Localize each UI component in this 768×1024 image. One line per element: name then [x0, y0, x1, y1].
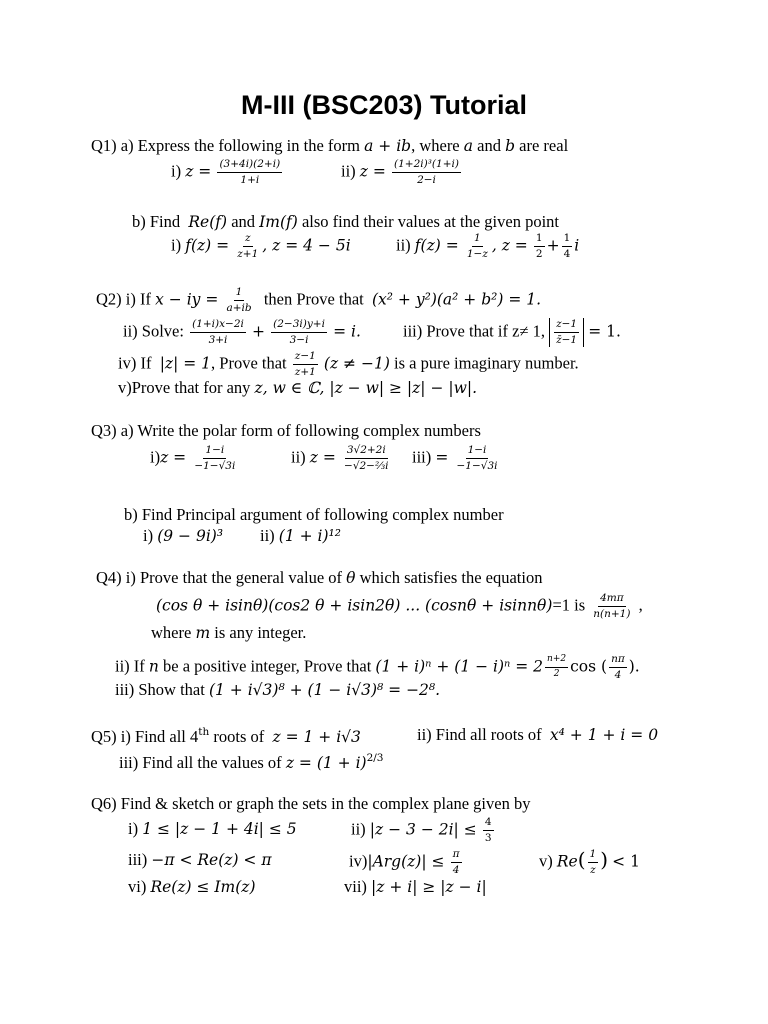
q5-ii [417, 727, 658, 744]
q4-eq-fraction [591, 592, 632, 621]
fraction-numerator: 3√2+2i [345, 444, 388, 459]
fraction-numerator: (1+i)x−2i [190, 318, 246, 333]
q6-ii-expr: |z − 3 − 2i| ≤ [369, 820, 477, 839]
fraction-numerator: 1 [234, 286, 245, 301]
fraction-numerator: 4mπ [598, 592, 626, 607]
fraction-denominator: n(n+1) [593, 608, 631, 621]
q2-iii-head: iii) Prove that if z≠ 1, [403, 321, 545, 341]
q6-v-paren-open: ( [577, 847, 586, 872]
q1-b-i-point: , z = 4 − 5i [262, 236, 351, 255]
q1-b-re: Re(f) [188, 213, 228, 231]
q5-iii [119, 753, 383, 772]
q3-b-i-expr: (9 − 9i)³ [157, 527, 224, 545]
fraction-denominator: 3 [484, 832, 492, 845]
q6-iv-fraction [451, 848, 462, 877]
fraction-denominator: 2−i [417, 174, 436, 187]
q3-a-ii-lhs: z = [309, 448, 336, 467]
q5-ii-head: ii) Find all roots of [417, 725, 542, 744]
q3-a-iii [412, 444, 502, 473]
q4-i-equation [156, 592, 643, 621]
q2-iv-mid: , Prove that [211, 353, 287, 373]
q6-heading: Q6) Find & sketch or graph the sets in the complex plane given by [91, 794, 531, 813]
q4-where-b: is any integer. [214, 623, 307, 642]
q1-b-ii-lhs: f(z) = [414, 236, 459, 255]
q1-a-i-label: i) [171, 161, 182, 181]
q6-iv [349, 848, 464, 877]
q2-i-mid: then Prove that [263, 289, 364, 309]
q3-a-i-label: i) [150, 447, 161, 467]
q1-b-ii-half [534, 232, 545, 261]
q4-i-tail: which satisfies the equation [359, 568, 543, 587]
q2-iii-eq: = 1. [588, 322, 621, 341]
q4-iii-expr: (1 + i√3)⁸ + (1 − i√3)⁸ = −2⁸. [208, 681, 441, 699]
q1-a-ii-fraction [392, 158, 461, 187]
q2-iii [403, 318, 621, 347]
q2-i-lhs: x − iy = [155, 290, 219, 309]
q5-iii-exp: 2/3 [366, 752, 384, 764]
fraction-denominator: 1−z [466, 248, 488, 261]
q2-ii-fraction-2 [271, 318, 327, 347]
q1-b-ii-fraction [465, 232, 490, 261]
q3-a-ii [291, 444, 393, 473]
q1-a-ii-label: ii) [341, 161, 356, 181]
q4-ii-angle [609, 653, 627, 682]
fraction-denominator: 4 [614, 669, 622, 682]
q4-where-m: m [195, 624, 211, 642]
q1-b-i-fraction [235, 232, 260, 261]
q2-i [96, 286, 541, 315]
page-title: M-III (BSC203) Tutorial [240, 90, 528, 120]
q1-b-and: and [231, 212, 256, 231]
q6-iii-expr: −π < Re(z) < π [151, 851, 272, 869]
q2-iii-modulus [549, 318, 584, 347]
q1-head-end: are real [519, 136, 569, 155]
q6-v-label: v) [539, 851, 553, 871]
q1-a-i [171, 158, 284, 187]
q3-a-iii-fraction [455, 444, 500, 473]
q3-b-i [143, 528, 223, 545]
q2-iv-cond: |z| = 1 [159, 354, 212, 373]
q6-vi-expr: Re(z) ≤ Im(z) [150, 878, 256, 896]
q4-i-where [151, 625, 306, 642]
fraction-denominator: 2 [535, 248, 543, 261]
q5-i-th: th [198, 726, 210, 738]
q1-a-i-fraction [217, 158, 282, 187]
q4-ii-close: ). [628, 657, 640, 676]
fraction-numerator: nπ [609, 653, 627, 668]
q1-b-i-lhs: f(z) = [185, 236, 230, 255]
q2-ii [123, 318, 361, 347]
q3-a-iii-lhs: = [435, 448, 449, 467]
q3-a-i-lhs: z = [160, 448, 187, 467]
fraction-numerator: z−1 [293, 350, 318, 365]
fraction-numerator: (3+4i)(2+i) [217, 158, 282, 173]
q2-iv-tail: is a pure imaginary number. [394, 353, 579, 373]
q4-i-heading [96, 570, 542, 587]
q6-iii [128, 852, 272, 869]
fraction-numerator: n+2 [545, 654, 568, 667]
q4-eq-lhs: (cos θ + isinθ)(cos2 θ + isin2θ) ... (cosnθ + isinnθ) [156, 596, 553, 615]
q6-iv-expr: |Arg(z)| ≤ [367, 852, 445, 871]
fraction-numerator: 1 [472, 232, 483, 247]
q1-b-ii-label: ii) [396, 235, 411, 255]
fraction-denominator: 3+i [208, 334, 228, 347]
q4-where-a: where [151, 623, 192, 642]
fraction-denominator: a+ib [226, 302, 252, 315]
fraction-denominator: z [590, 864, 596, 877]
fraction-denominator: 4 [563, 248, 571, 261]
q3-a-i-fraction [192, 444, 237, 473]
fraction-denominator: −1−√3i [194, 460, 236, 473]
q2-iv-fraction [293, 350, 318, 379]
q6-v-paren-close: ) [600, 847, 609, 872]
q6-v [539, 848, 640, 877]
q3-b-ii-expr: (1 + i)¹² [278, 527, 341, 545]
fraction-denominator: z̄−1 [556, 334, 578, 347]
q2-i-head: Q2) i) If [96, 289, 151, 309]
q1-b-ii-plus: + [546, 236, 560, 255]
q6-ii [351, 816, 496, 845]
q1-b-heading [132, 214, 559, 231]
q1-b-ii-quarter [562, 232, 573, 261]
q2-v-head: v)Prove that for any [118, 378, 251, 397]
q1-and: and [477, 136, 501, 155]
q4-iii [115, 682, 440, 699]
q4-iii-head: iii) Show that [115, 680, 205, 699]
q1-form: a + ib [364, 137, 412, 155]
q5-i-head: Q5) i) Find all 4 [91, 727, 199, 746]
q1-head-mid: , where [411, 136, 460, 155]
q1-var-a: a [463, 137, 474, 155]
q6-v-re: Re [556, 852, 578, 871]
q4-eq-end: , [638, 595, 643, 615]
q4-ii-lhs: (1 + i)ⁿ + (1 − i)ⁿ = 2 [375, 657, 544, 676]
q2-ii-fraction-1 [190, 318, 246, 347]
q6-vii [344, 879, 487, 896]
q1-b-ii-i: i [574, 236, 580, 255]
q2-i-rhs: (x² + y²)(a² + b²) = 1. [372, 290, 542, 309]
fraction-denominator: z+1 [294, 366, 316, 379]
q3-a-i [150, 444, 239, 473]
q6-v-fraction [588, 848, 599, 877]
q6-vi [128, 879, 256, 896]
q3-b-ii [260, 528, 341, 545]
fraction-denominator: 1+i [240, 174, 260, 187]
q2-iv-cond2: (z ≠ −1) [323, 354, 390, 373]
fraction-denominator: −1−√3i [456, 460, 498, 473]
fraction-numerator: 1 [588, 848, 599, 863]
q6-vi-label: vi) [128, 877, 147, 896]
q4-ii-exponent [545, 654, 568, 680]
q6-vii-label: vii) [344, 877, 367, 896]
q3-a-ii-label: ii) [291, 447, 306, 467]
q1-b-ii [396, 232, 579, 261]
q4-ii-n: n [148, 657, 159, 676]
q1-a-ii [341, 158, 463, 187]
q5-i [91, 727, 361, 746]
q3-a-ii-fraction [342, 444, 391, 473]
q1-b-head: b) Find [132, 212, 181, 231]
fraction-denominator: 2 [553, 668, 560, 679]
q1-b-tail: also find their values at the given point [301, 212, 560, 231]
q5-iii-head: iii) Find all the values of [119, 753, 282, 772]
q2-iii-fraction [554, 318, 579, 347]
q6-ii-fraction [483, 816, 494, 845]
fraction-numerator: 4 [483, 816, 494, 831]
q3-b-ii-label: ii) [260, 526, 275, 545]
q1-var-b: b [505, 137, 516, 155]
fraction-denominator: 3−i [289, 334, 309, 347]
q4-ii-mid: be a positive integer, Prove that [163, 656, 372, 676]
q2-v [118, 380, 477, 397]
fraction-numerator: z−1 [554, 318, 579, 333]
fraction-numerator: (2−3i)y+i [271, 318, 327, 333]
q5-i-expr: z = 1 + i√3 [272, 728, 361, 746]
q4-ii-head: ii) If [115, 656, 145, 676]
fraction-numerator: 1 [534, 232, 545, 247]
q3-b-i-label: i) [143, 526, 154, 545]
fraction-denominator: 4 [452, 864, 460, 877]
q2-iv-head: iv) If [118, 353, 152, 373]
fraction-numerator: 1−i [203, 444, 226, 459]
q6-iii-label: iii) [128, 850, 148, 869]
q2-v-expr: z, w ∈ ℂ, |z − w| ≥ |z| − |w|. [254, 379, 478, 397]
fraction-denominator: z+1 [237, 248, 259, 261]
q1-a-i-lhs: z = [185, 162, 212, 181]
q6-iv-label: iv) [349, 851, 368, 871]
q2-i-fraction [224, 286, 253, 315]
q5-i-tail: roots of [213, 727, 265, 746]
q1-b-ii-point: , z = [491, 236, 528, 255]
q1-head-text: Q1) a) Express the following in the form [91, 136, 360, 155]
q6-ii-label: ii) [351, 819, 366, 839]
q2-ii-head: ii) Solve: [123, 321, 184, 341]
fraction-numerator: 1 [562, 232, 573, 247]
q1-b-i [171, 232, 351, 261]
q3-b-heading: b) Find Principal argument of following complex number [124, 505, 504, 524]
q6-vii-expr: |z + i| ≥ |z − i| [371, 878, 487, 896]
q6-i-expr: 1 ≤ |z − 1 + 4i| ≤ 5 [142, 820, 297, 838]
q4-theta: θ [346, 569, 356, 587]
q3-a-iii-label: iii) [412, 447, 432, 467]
q5-iii-expr: z = (1 + i) [285, 754, 367, 772]
q6-v-tail: < 1 [612, 852, 640, 871]
q4-eq-mid: =1 is [552, 595, 586, 615]
q1-b-im: Im(f) [259, 213, 298, 231]
q4-i-head: Q4) i) Prove that the general value of [96, 568, 343, 587]
fraction-numerator: π [451, 848, 462, 863]
fraction-denominator: −√2−⅔i [344, 460, 389, 473]
q6-i-label: i) [128, 819, 139, 838]
fraction-numerator: z [243, 232, 253, 247]
q3-a-heading: Q3) a) Write the polar form of following complex numbers [91, 421, 481, 440]
q4-ii-cos: cos ( [570, 657, 608, 676]
q1-a-ii-lhs: z = [359, 162, 386, 181]
q2-iv [118, 350, 579, 379]
fraction-numerator: (1+2i)³(1+i) [392, 158, 461, 173]
q6-i [128, 821, 297, 838]
q4-ii [115, 653, 640, 682]
q1-heading [91, 138, 568, 155]
fraction-numerator: 1−i [466, 444, 489, 459]
q2-ii-eq: = i. [333, 322, 361, 341]
q2-ii-plus: + [252, 322, 266, 341]
q5-ii-expr: x⁴ + 1 + i = 0 [549, 726, 659, 744]
q1-b-i-label: i) [171, 235, 182, 255]
